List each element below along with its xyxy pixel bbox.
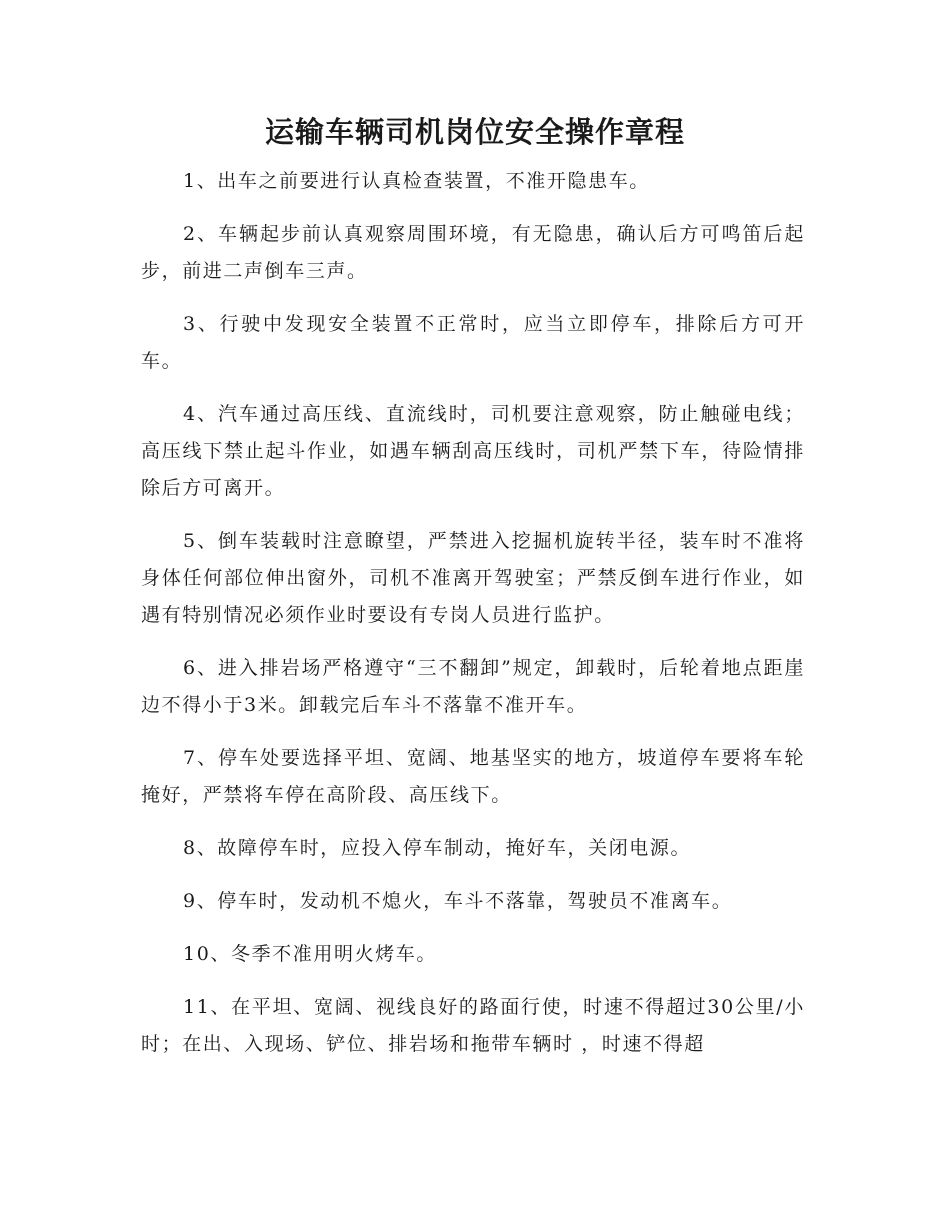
rule-paragraph-9: 9、停车时，发动机不熄火，车斗不落靠，驾驶员不准离车。 <box>183 890 733 912</box>
document-body <box>141 163 805 1079</box>
rule-paragraph-11: 11、在平坦、宽阔、视线良好的路面行使，时速不得超过30公里/小时；在出、入现场、铲位、排岩场和拖带车辆时 ，时速不得超 <box>141 996 805 1055</box>
rule-paragraph-5: 5、倒车装载时注意瞭望，严禁进入挖掘机旋转半径，装车时不准将身体任何部位伸出窗外，司机不准离开驾驶室；严禁反倒车进行作业，如遇有特别情况必须作业时要设有专岗人员进行监护。 <box>141 530 805 626</box>
document-title: 运输车辆司机岗位安全操作章程 <box>264 115 685 149</box>
rule-paragraph-7: 7、停车处要选择平坦、宽阔、地基坚实的地方，坡道停车要将车轮掩好，严禁将车停在高阶段、高压线下。 <box>141 747 805 806</box>
rule-paragraph-2: 2、车辆起步前认真观察周围环境，有无隐患，确认后方可鸣笛后起步，前进二声倒车三声。 <box>141 223 805 282</box>
rule-paragraph-10: 10、冬季不准用明火烤车。 <box>183 943 437 965</box>
rule-paragraph-8: 8、故障停车时，应投入停车制动，掩好车，关闭电源。 <box>183 837 692 859</box>
rule-paragraph-3: 3、行驶中发现安全装置不正常时，应当立即停车，排除后方可开车。 <box>141 313 805 372</box>
rule-paragraph-1: 1、出车之前要进行认真检查装置，不准开隐患车。 <box>183 170 650 192</box>
rule-paragraph-6: 6、进入排岩场严格遵守“三不翻卸”规定，卸载时，后轮着地点距崖边不得小于3米。卸载完后车斗不落靠不准开车。 <box>141 657 805 716</box>
rule-paragraph-4: 4、汽车通过高压线、直流线时，司机要注意观察，防止触碰电线；高压线下禁止起斗作业，如遇车辆刮高压线时，司机严禁下车，待险情排除后方可离开。 <box>141 403 805 499</box>
